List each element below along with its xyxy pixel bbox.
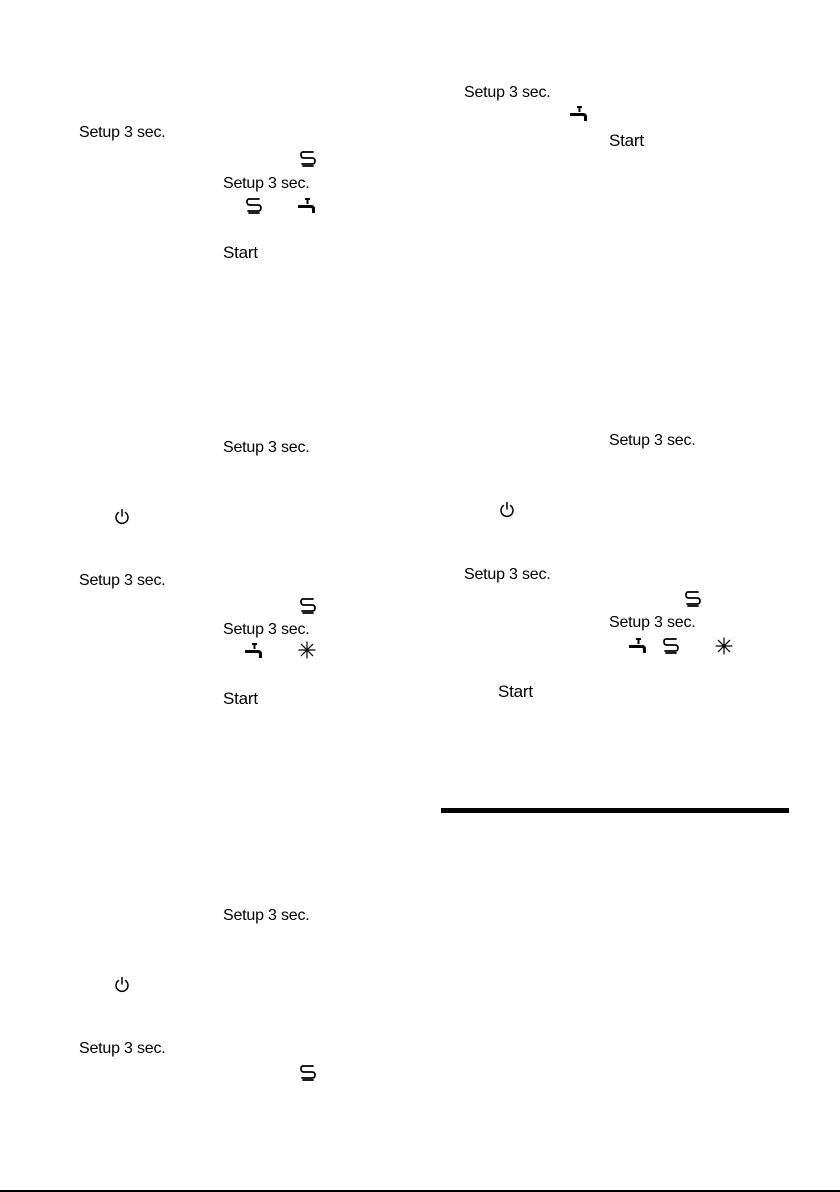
water-softening-icon — [244, 641, 264, 661]
setup-button-label: Setup 3 sec. — [79, 572, 166, 589]
rinse-aid-icon — [298, 1063, 318, 1083]
start-button-label: Start — [609, 131, 644, 150]
start-button-label: Start — [498, 682, 533, 701]
rinse-aid-icon — [683, 589, 703, 609]
setup-button-label: Setup 3 sec. — [464, 84, 551, 101]
section-divider — [441, 808, 789, 813]
water-softening-icon — [569, 104, 589, 124]
setup-button-label: Setup 3 sec. — [223, 439, 310, 456]
rinse-aid-icon — [298, 596, 318, 616]
rinse-aid-icon — [298, 149, 318, 169]
rinse-aid-icon — [661, 636, 681, 656]
setup-button-label: Setup 3 sec. — [223, 175, 310, 192]
extra-dry-icon — [297, 640, 317, 660]
setup-button-label: Setup 3 sec. — [464, 566, 551, 583]
water-softening-icon — [628, 636, 648, 656]
water-softening-icon — [297, 196, 317, 216]
setup-button-label: Setup 3 sec. — [223, 907, 310, 924]
power-icon — [112, 507, 132, 527]
extra-dry-icon — [714, 636, 734, 656]
setup-button-label: Setup 3 sec. — [79, 1040, 166, 1057]
setup-button-label: Setup 3 sec. — [609, 432, 696, 449]
start-button-label: Start — [223, 243, 258, 262]
setup-button-label: Setup 3 sec. — [609, 614, 696, 631]
setup-button-label: Setup 3 sec. — [223, 621, 310, 638]
start-button-label: Start — [223, 689, 258, 708]
rinse-aid-icon — [244, 196, 264, 216]
setup-button-label: Setup 3 sec. — [79, 124, 166, 141]
power-icon — [497, 500, 517, 520]
power-icon — [112, 975, 132, 995]
